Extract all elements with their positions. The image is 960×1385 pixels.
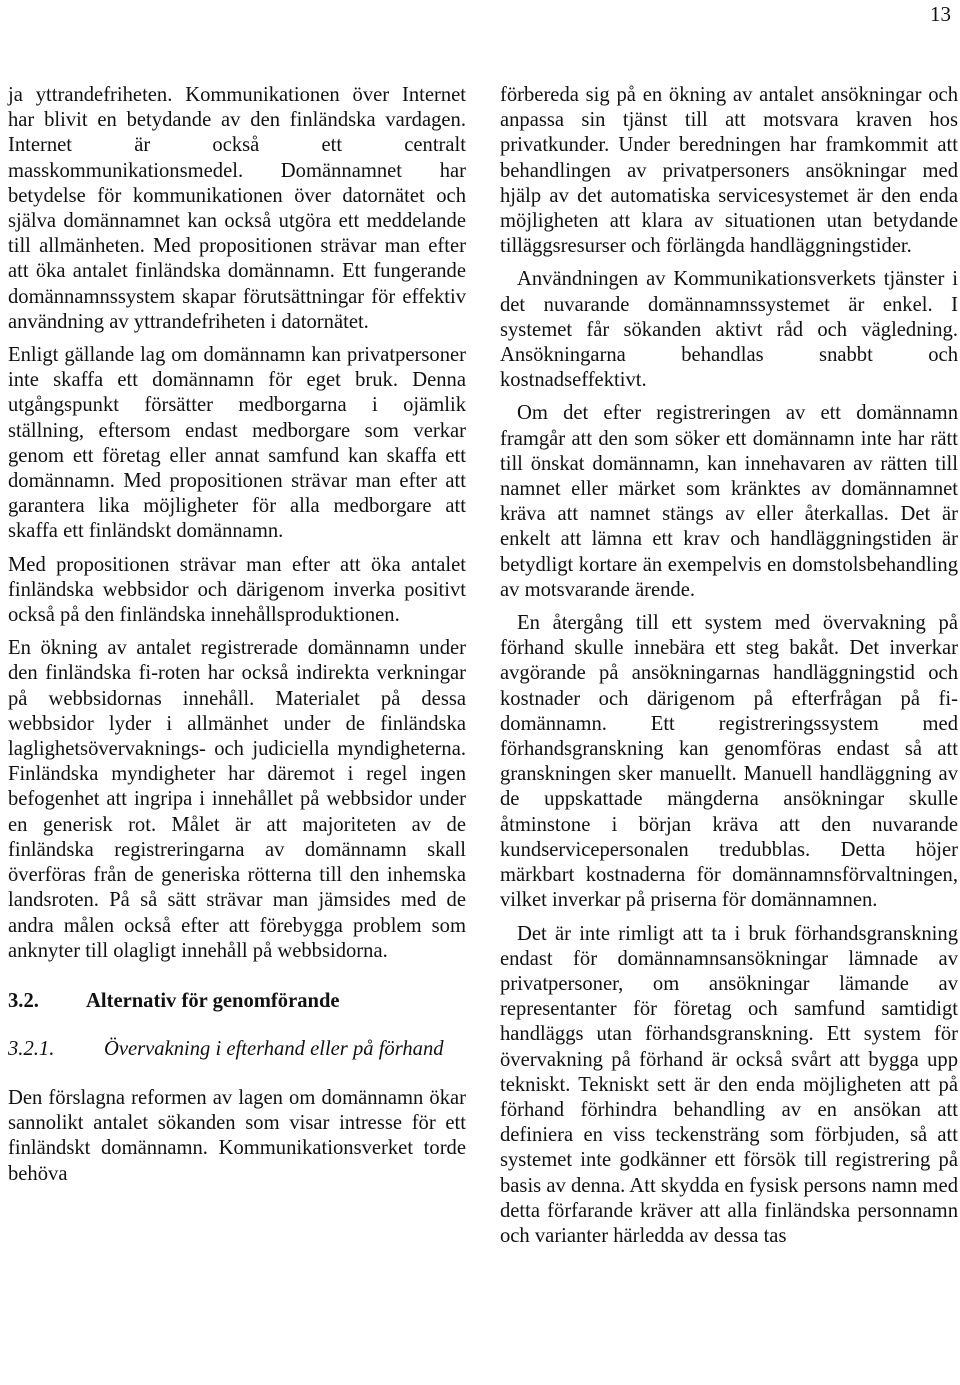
body-paragraph: Med propositionen strävar man efter att öka antalet finländska webbsidor och därigenom inverka positivt också på den finländska innehållsproduktionen.: [8, 553, 466, 627]
section-heading: [8, 989, 466, 1014]
subsection-number: 3.2.1.: [8, 1037, 55, 1060]
subsection-title: Övervakning i efterhand eller på förhand: [104, 1037, 444, 1060]
section-title: Alternativ för genomförande: [86, 989, 340, 1012]
body-paragraph: En ökning av antalet registrerade domännamn under den finländska fi-roten har också indirekta verkningar på webbsidornas innehåll. Materialet på dessa webbsidor lyder i allmänhet under de finländska laglighetsövervaknings- och judiciella myndigheterna. Finländska myndigheter har däremot i regel ingen befogenhet att ingripa i innehållet på webbsidor under en generisk rot. Målet är att majoriteten av de finländska registreringarna av domännamn skall överföras från de generiska rötterna till den inhemska landsroten. På så sätt strävar man jämsides med de andra målen också efter att förebygga problem som anknyter till olagligt innehåll på webbsidorna.: [8, 637, 466, 962]
page-number: 13: [930, 2, 951, 26]
body-paragraph: förbereda sig på en ökning av antalet ansökningar och anpassa sin tjänst till att motsvara kraven hos privatkunder. Under beredningen har framkommit att behandlingen av privatpersoners ansökningar med hjälp av det automatiska servicesystemet är den enda möjligheten att klara av situationen utan betydande tilläggsresurser och förlängda handläggningstider.: [500, 84, 958, 258]
section-number: 3.2.: [8, 989, 39, 1012]
body-paragraph: En återgång till ett system med övervakning på förhand skulle innebära ett steg bakåt. Det inverkar avgörande på ansökningarnas handläggningstid och kostnader och därigenom på efterfrågan på fi-domännamn. Ett registreringssystem med förhandsgranskning kan genomföras endast så att granskningen sker manuellt. Manuell handläggning av de uppskattade mängderna ansökningar skulle åtminstone i början kräva att den nuvarande kundservicepersonalen tredubblas. Detta höjer märkbart kostnaderna för domännamnsförvaltningen, vilket inverkar på priserna för domännamnen.: [500, 612, 958, 912]
body-paragraph: Enligt gällande lag om domännamn kan privatpersoner inte skaffa ett domännamn för eget bruk. Denna utgångspunkt försätter medborgarna i ojämlik ställning, eftersom endast medborgare som verkar genom ett företag eller annat samfund kan skaffa ett domännamn. Med propositionen strävar man efter att garantera lika möjligheter för alla medborgare att skaffa ett finländskt domännamn.: [8, 344, 466, 543]
body-paragraph: Om det efter registreringen av ett domännamn framgår att den som söker ett domännamn inte har rätt till önskat domännamn, kan innehavaren av rätten till namnet eller märket som kränktes av domännamnet kräva att namnet stängs av eller återkallas. Det är enkelt att lämna ett krav och handläggningstiden är betydligt kortare än exempelvis en domstolsbehandling av motsvarande ärende.: [500, 402, 958, 601]
body-paragraph: Det är inte rimligt att ta i bruk förhandsgranskning endast för domännamnsansökningar lämnade av privatpersoner, om ansökningar lämande av representanter för företag och samfund samtidigt handläggs utan förhandsgranskning. Ett system för övervakning på förhand är också svårt att bygga upp tekniskt. Tekniskt sett är den enda möjligheten att på förhand förhindra behandling av en ansökan att definiera en viss teckensträng som förbjuden, så att systemet inte godkänner ett försök till registrering på basis av denna. Att skydda en fysisk persons namn med detta förfarande kräver att alla finländska personnamn och varianter härledda av dessa tas: [500, 922, 958, 1247]
left-column: [8, 83, 466, 1195]
right-column: [500, 83, 958, 1257]
body-paragraph: ja yttrandefriheten. Kommunikationen över Internet har blivit en betydande av den finländska vardagen. Internet är också ett centralt masskommunikationsmedel. Domännamnet har betydelse för kommunikationen över datornätet och själva domännamnet kan också utgöra ett meddelande till allmänheten. Med propositionen strävar man efter att öka antalet finländska domännamn. Ett fungerande domännamnssystem skapar förutsättningar för effektiv användning av yttrandefriheten i datornätet.: [8, 84, 466, 333]
body-paragraph: Den förslagna reformen av lagen om domännamn ökar sannolikt antalet sökanden som visar intresse för ett finländskt domännamn. Kommunikationsverket torde behöva: [8, 1086, 466, 1185]
subsection-heading: [8, 1037, 466, 1062]
body-paragraph: Användningen av Kommunikationsverkets tjänster i det nuvarande domännamnssystemet är enkel. I systemet får sökanden aktivt råd och vägledning. Ansökningarna behandlas snabbt och kostnadseffektivt.: [500, 268, 958, 392]
